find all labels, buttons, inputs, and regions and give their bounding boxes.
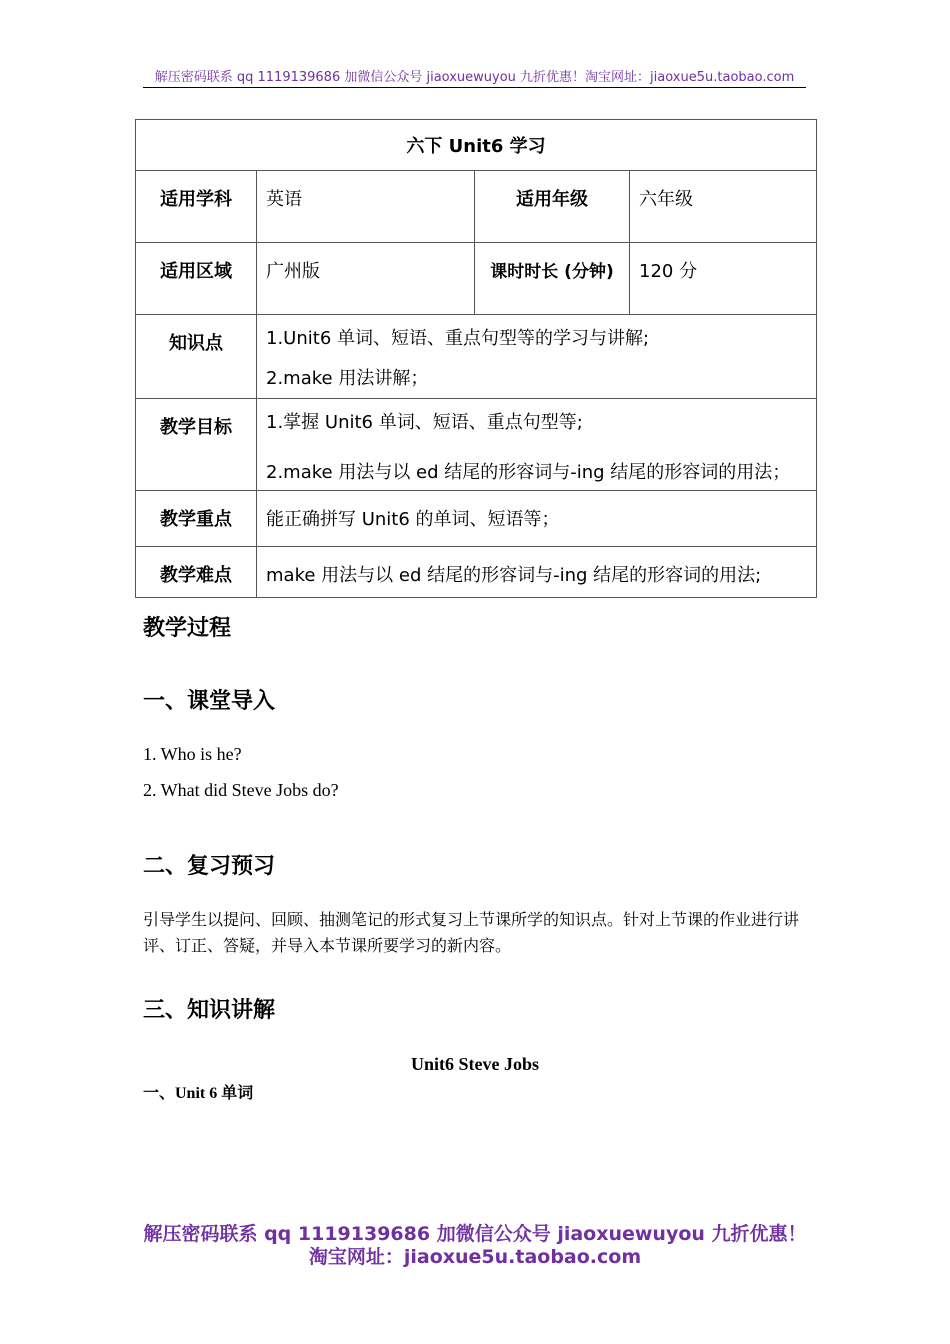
vocab-heading: 一、Unit 6 单词: [143, 1085, 254, 1102]
lesson-info-table: [135, 119, 817, 598]
goals-label: 教学目标: [136, 399, 257, 491]
question-1: 1. Who is he?: [143, 744, 242, 764]
section2-paragraph: 引导学生以提问、回顾、抽测笔记的形式复习上节课所学的知识点。针对上节课的作业进行讲评、订正、答疑，并导入本节课所要学习的新内容。: [143, 910, 800, 955]
knowledge-item: 2.make 用法讲解；: [266, 368, 429, 389]
knowledge-label: 知识点: [136, 315, 257, 399]
question-2: 2. What did Steve Jobs do?: [143, 780, 339, 800]
region-label: 适用区域: [136, 243, 257, 315]
duration-value: 120 分: [630, 243, 817, 315]
page-header-watermark: 解压密码联系 qq 1119139686 加微信公众号 jiaoxuewuyou 九折优惠！淘宝网址：jiaoxue5u.taobao.com: [143, 66, 806, 88]
grade-label: 适用年级: [475, 171, 630, 243]
region-value: 广州版: [257, 243, 475, 315]
unit-title: Unit6 Steve Jobs: [410, 1054, 539, 1074]
section1-heading: 一、课堂导入: [143, 689, 276, 714]
goal-item: 1.掌握 Unit6 单词、短语、重点句型等;: [266, 412, 583, 433]
focus-value: 能正确拼写 Unit6 的单词、短语等；: [257, 491, 817, 547]
knowledge-item: 1.Unit6 单词、短语、重点句型等的学习与讲解;: [266, 328, 650, 349]
difficulty-value: make 用法与以 ed 结尾的形容词与-ing 结尾的形容词的用法;: [257, 547, 817, 598]
goals-value: [257, 399, 817, 491]
section2-heading: 二、复习预习: [143, 854, 276, 879]
grade-value: 六年级: [630, 171, 817, 243]
focus-label: 教学重点: [136, 491, 257, 547]
goal-item: 2.make 用法与以 ed 结尾的形容词与-ing 结尾的形容词的用法；: [266, 462, 791, 483]
table-title: 六下 Unit6 学习: [136, 120, 817, 171]
footer-line-1: 解压密码联系 qq 1119139686 加微信公众号 jiaoxuewuyou 九折优惠！: [143, 1223, 807, 1245]
subject-label: 适用学科: [136, 171, 257, 243]
subject-value: 英语: [257, 171, 475, 243]
section3-heading: 三、知识讲解: [143, 998, 276, 1023]
process-heading: 教学过程: [143, 616, 232, 641]
duration-label: 课时时长 (分钟): [475, 243, 630, 315]
footer-line-2: 淘宝网址：jiaoxue5u.taobao.com: [308, 1246, 642, 1268]
difficulty-label: 教学难点: [136, 547, 257, 598]
knowledge-value: [257, 315, 817, 399]
